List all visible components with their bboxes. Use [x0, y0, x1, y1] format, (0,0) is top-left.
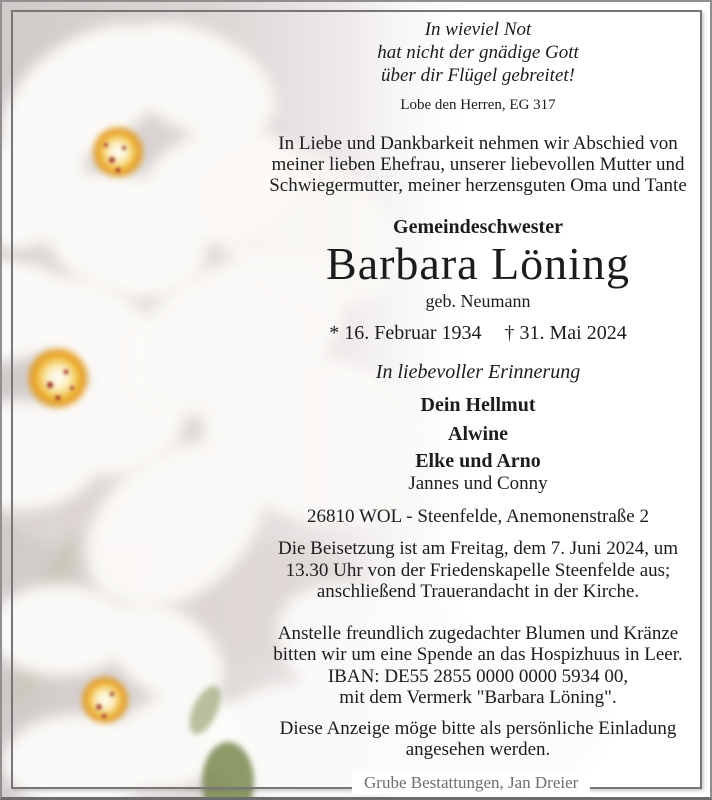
donation-line: Anstelle freundlich zugedachter Blumen und Kränze [277, 622, 679, 644]
mourner-name: Elke und Arno [415, 450, 541, 472]
closing-line: angesehen werden. [405, 739, 551, 760]
mourner-name: Dein Hellmut [420, 394, 536, 416]
verse-line: hat nicht der gnädige Gott [377, 42, 579, 63]
closing-line: Diese Anzeige möge bitte als persönliche Einladung [279, 717, 677, 739]
donation-iban-line: IBAN: DE55 2855 0000 0000 5934 00, [327, 665, 629, 687]
mourner-name: Alwine [448, 423, 508, 445]
funeral-info-line: 13.30 Uhr von der Friedenskapelle Steenfelde aus; [285, 559, 671, 581]
intro-paragraph [252, 133, 704, 196]
role-title: Gemeindeschwester [393, 216, 563, 238]
funeral-info-line: Die Beisetzung ist am Freitag, dem 7. Juni 2024, um [277, 538, 678, 559]
deceased-name: Barbara Löning [326, 238, 630, 289]
maiden-name: geb. Neumann [425, 291, 531, 311]
intro-line: Schwiegermutter, meiner herzensguten Oma und Tante [269, 175, 687, 196]
remembrance-line: In liebevoller Erinnerung [375, 361, 581, 383]
intro-line: In Liebe und Dankbarkeit nehmen wir Abschied von [278, 133, 678, 154]
funeral-info-line: anschließend Trauerandacht in der Kirche. [316, 581, 640, 602]
donation-line: bitten wir um eine Spende an das Hospizhuus in Leer. [273, 644, 683, 665]
obituary-text [252, 12, 704, 761]
mourner-name: Jannes und Conny [408, 473, 548, 494]
life-dates [252, 322, 704, 345]
closing-paragraph [252, 718, 704, 761]
donation-paragraph [252, 623, 704, 709]
verse-line: über dir Flügel gebreitet! [381, 65, 575, 86]
funeral-info-paragraph [252, 538, 704, 603]
address-line: 26810 WOL - Steenfelde, Anemonenstraße 2 [307, 506, 649, 527]
opening-verse [252, 18, 704, 87]
funeral-home-signature: Grube Bestattungen, Jan Dreier [352, 772, 590, 794]
intro-line: meiner lieben Ehefrau, unserer liebevollen Mutter und [271, 154, 685, 175]
verse-line: In wieviel Not [424, 19, 532, 40]
birth-date: * 16. Februar 1934 [329, 322, 482, 344]
donation-reference-line: mit dem Vermerk "Barbara Löning". [339, 687, 617, 708]
death-date: † 31. Mai 2024 [504, 322, 627, 344]
verse-source: Lobe den Herren, EG 317 [400, 97, 556, 113]
